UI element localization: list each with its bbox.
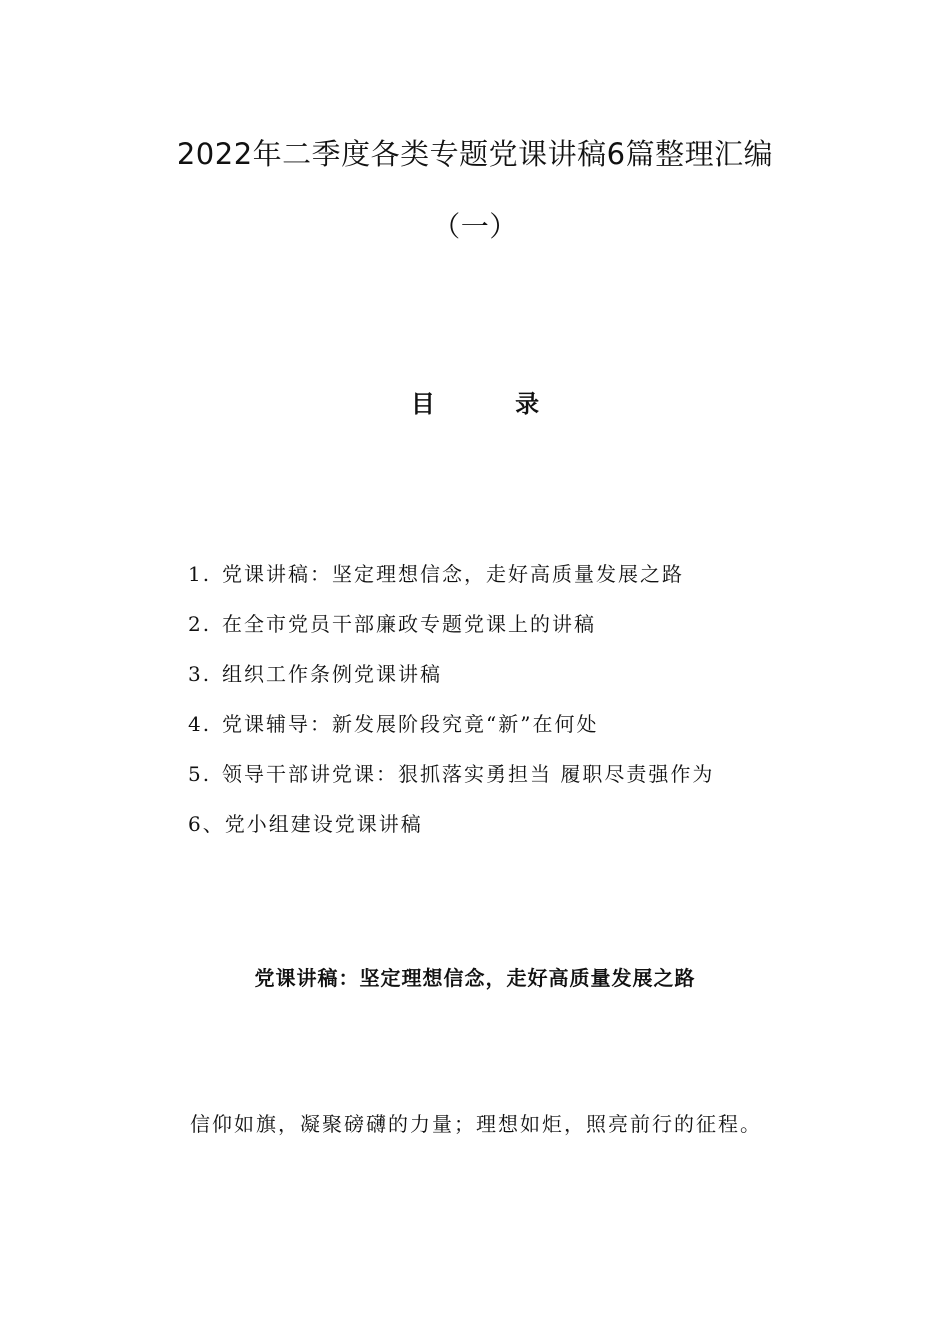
table-of-contents [188,556,808,856]
toc-item-text: 领导干部讲党课：狠抓落实勇担当 履职尽责强作为 [222,762,715,786]
toc-item-text: 组织工作条例党课讲稿 [222,662,442,686]
toc-item-number: 5. [188,762,212,786]
toc-item-number: 3. [188,662,212,686]
toc-item-number: 2. [188,612,212,636]
toc-item-3[interactable] [188,656,808,706]
toc-item-number: 1. [188,562,212,586]
document-subtitle: （一） [432,210,518,243]
toc-item-2[interactable] [188,606,808,656]
toc-item-text: 在全市党员干部廉政专题党课上的讲稿 [222,612,596,636]
toc-item-text: 党课讲稿：坚定理想信念，走好高质量发展之路 [222,562,684,586]
toc-item-number: 4. [188,712,212,736]
toc-item-number: 6、 [188,812,225,836]
body-paragraph: 信仰如旗，凝聚磅礴的力量；理想如炬，照亮前行的征程。 [190,1112,762,1136]
toc-heading: 目 录 [410,389,576,418]
document-title: 2022年二季度各类专题党课讲稿6篇整理汇编 [176,137,774,171]
section-heading: 党课讲稿：坚定理想信念，走好高质量发展之路 [254,966,696,990]
toc-item-text: 党小组建设党课讲稿 [224,812,423,836]
toc-item-6[interactable] [188,806,808,856]
toc-item-1[interactable] [188,556,808,606]
toc-item-4[interactable] [188,706,808,756]
toc-item-5[interactable] [188,756,808,806]
toc-item-text: 党课辅导：新发展阶段究竟“新”在何处 [222,712,599,736]
